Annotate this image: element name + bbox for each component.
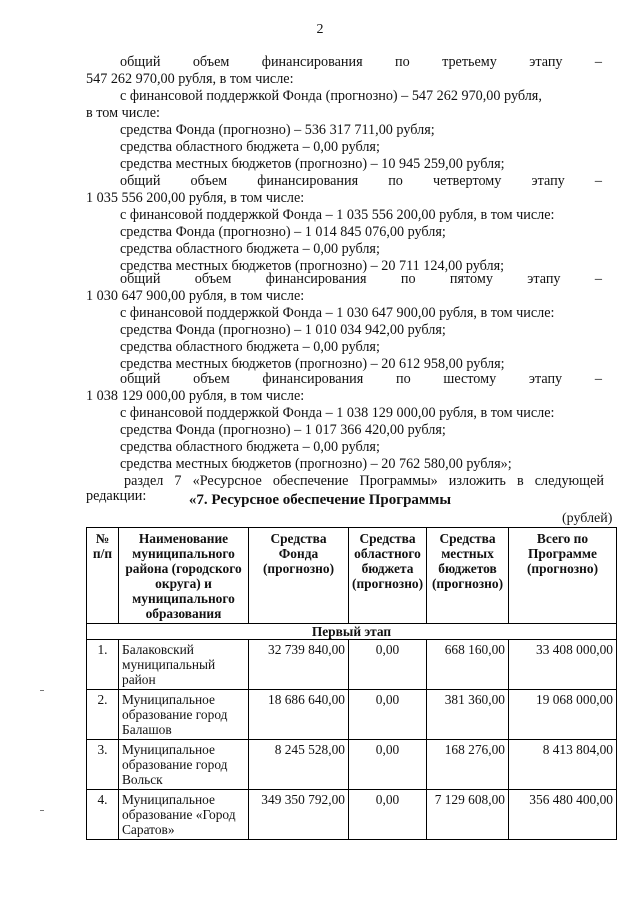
word: этапу — [529, 54, 563, 70]
header-regional: Средства областного бюджета (прогнозно) — [349, 528, 427, 624]
word: финансирования — [257, 173, 359, 189]
word: этапу — [527, 271, 561, 287]
word: финансирования — [261, 54, 363, 70]
word: этапу — [531, 173, 565, 189]
word: этапу — [528, 371, 563, 387]
table-row — [87, 690, 617, 740]
word: объем — [193, 371, 230, 387]
table-row — [87, 790, 617, 840]
table-header-row — [87, 528, 617, 624]
word: – — [594, 271, 602, 287]
word: раздел — [124, 473, 164, 489]
paragraph-line: средства Фонда (прогнозно) – 1 017 366 420,00 рубля; — [120, 422, 446, 438]
word: следующей — [534, 473, 604, 489]
paragraph-line: 1 030 647 900,00 рубля, в том числе: — [86, 288, 305, 304]
word: 7 — [174, 473, 182, 489]
word: по — [395, 54, 410, 70]
row-name: Балаковский муниципальный район — [119, 640, 249, 690]
table-row — [87, 740, 617, 790]
paragraph-line: средства местных бюджетов (прогнозно) – 20 612 958,00 рубля; — [120, 356, 505, 372]
word: «Ресурсное — [192, 473, 262, 489]
row-local: 381 360,00 — [427, 690, 509, 740]
resource-table — [86, 527, 617, 840]
paragraph-line: с финансовой поддержкой Фонда (прогнозно) – 547 262 970,00 рубля, — [120, 88, 542, 104]
word: третьему — [442, 54, 497, 70]
margin-mark — [40, 690, 44, 691]
paragraph-line: средства Фонда (прогнозно) – 1 014 845 076,00 рубля; — [120, 224, 446, 240]
justified-line-stage6 — [120, 371, 602, 388]
row-local: 168 276,00 — [427, 740, 509, 790]
word: финансирования — [265, 271, 367, 287]
row-regional: 0,00 — [349, 690, 427, 740]
paragraph-line: средства местных бюджетов (прогнозно) – 20 762 580,00 рубля»; — [120, 456, 512, 472]
word: объем — [194, 271, 232, 287]
row-num: 3. — [87, 740, 119, 790]
word: пятому — [449, 271, 493, 287]
word: общий — [120, 173, 161, 189]
row-local: 7 129 608,00 — [427, 790, 509, 840]
paragraph-line: средства местных бюджетов (прогнозно) – 20 711 124,00 рубля; — [120, 258, 505, 274]
paragraph-line: в том числе: — [86, 105, 160, 121]
row-total: 356 480 400,00 — [509, 790, 617, 840]
row-fund: 349 350 792,00 — [249, 790, 349, 840]
paragraph-line: средства областного бюджета – 0,00 рубля; — [120, 439, 380, 455]
paragraph-line: с финансовой поддержкой Фонда – 1 038 129 000,00 рубля, в том числе: — [120, 405, 555, 421]
paragraph-line: с финансовой поддержкой Фонда – 1 035 556 200,00 рубля, в том числе: — [120, 207, 555, 223]
word: финансирования — [262, 371, 364, 387]
row-fund: 18 686 640,00 — [249, 690, 349, 740]
row-local: 668 160,00 — [427, 640, 509, 690]
row-name: Муниципальное образование «Город Саратов» — [119, 790, 249, 840]
row-name: Муниципальное образование город Балашов — [119, 690, 249, 740]
header-fund: Средства Фонда (прогнозно) — [249, 528, 349, 624]
row-total: 19 068 000,00 — [509, 690, 617, 740]
header-name: Наименование муниципального района (городского округа) и муниципального образования — [119, 528, 249, 624]
section-heading: «7. Ресурсное обеспечение Программы — [188, 492, 452, 508]
paragraph-line: 547 262 970,00 рубля, в том числе: — [86, 71, 294, 87]
unit-label: (рублей) — [562, 511, 613, 526]
row-num: 2. — [87, 690, 119, 740]
page-number: 2 — [316, 22, 324, 37]
word: общий — [120, 271, 161, 287]
justified-line-stage5 — [120, 271, 602, 288]
word: Программы» — [359, 473, 438, 489]
stage-label: Первый этап — [87, 624, 617, 640]
row-regional: 0,00 — [349, 740, 427, 790]
paragraph-line: средства Фонда (прогнозно) – 1 010 034 942,00 рубля; — [120, 322, 446, 338]
header-num: № п/п — [87, 528, 119, 624]
paragraph-line: средства областного бюджета – 0,00 рубля; — [120, 339, 380, 355]
row-total: 8 413 804,00 — [509, 740, 617, 790]
word: в — [516, 473, 524, 489]
paragraph-line: редакции: — [86, 488, 147, 504]
word: четвертому — [433, 173, 502, 189]
word: по — [388, 173, 403, 189]
row-total: 33 408 000,00 — [509, 640, 617, 690]
row-num: 1. — [87, 640, 119, 690]
word: объем — [190, 173, 228, 189]
paragraph-line: 1 038 129 000,00 рубля, в том числе: — [86, 388, 305, 404]
justified-line-stage3 — [120, 54, 602, 71]
table-row — [87, 640, 617, 690]
word: – — [594, 371, 602, 387]
paragraph-line: с финансовой поддержкой Фонда – 1 030 647 900,00 рубля, в том числе: — [120, 305, 555, 321]
row-fund: 8 245 528,00 — [249, 740, 349, 790]
word: объем — [192, 54, 230, 70]
word: по — [396, 371, 411, 387]
row-num: 4. — [87, 790, 119, 840]
row-regional: 0,00 — [349, 790, 427, 840]
justified-line-section7 — [124, 473, 604, 490]
word: обеспечение — [272, 473, 349, 489]
word: общий — [120, 371, 161, 387]
row-regional: 0,00 — [349, 640, 427, 690]
paragraph-line: 1 035 556 200,00 рубля, в том числе: — [86, 190, 305, 206]
word: – — [594, 173, 602, 189]
stage-row — [87, 624, 617, 640]
paragraph-line: средства местных бюджетов (прогнозно) – 10 945 259,00 рубля; — [120, 156, 505, 172]
header-local: Средства местных бюджетов (прогнозно) — [427, 528, 509, 624]
word: – — [594, 54, 602, 70]
row-fund: 32 739 840,00 — [249, 640, 349, 690]
margin-mark — [40, 810, 44, 811]
justified-line-stage4 — [120, 173, 602, 190]
word: по — [400, 271, 416, 287]
row-name: Муниципальное образование город Вольск — [119, 740, 249, 790]
word: общий — [120, 54, 161, 70]
header-total: Всего по Программе (прогнозно) — [509, 528, 617, 624]
paragraph-line: средства областного бюджета – 0,00 рубля; — [120, 241, 380, 257]
paragraph-line: средства областного бюджета – 0,00 рубля; — [120, 139, 380, 155]
word: шестому — [443, 371, 497, 387]
paragraph-line: средства Фонда (прогнозно) – 536 317 711,00 рубля; — [120, 122, 435, 138]
word: изложить — [448, 473, 506, 489]
